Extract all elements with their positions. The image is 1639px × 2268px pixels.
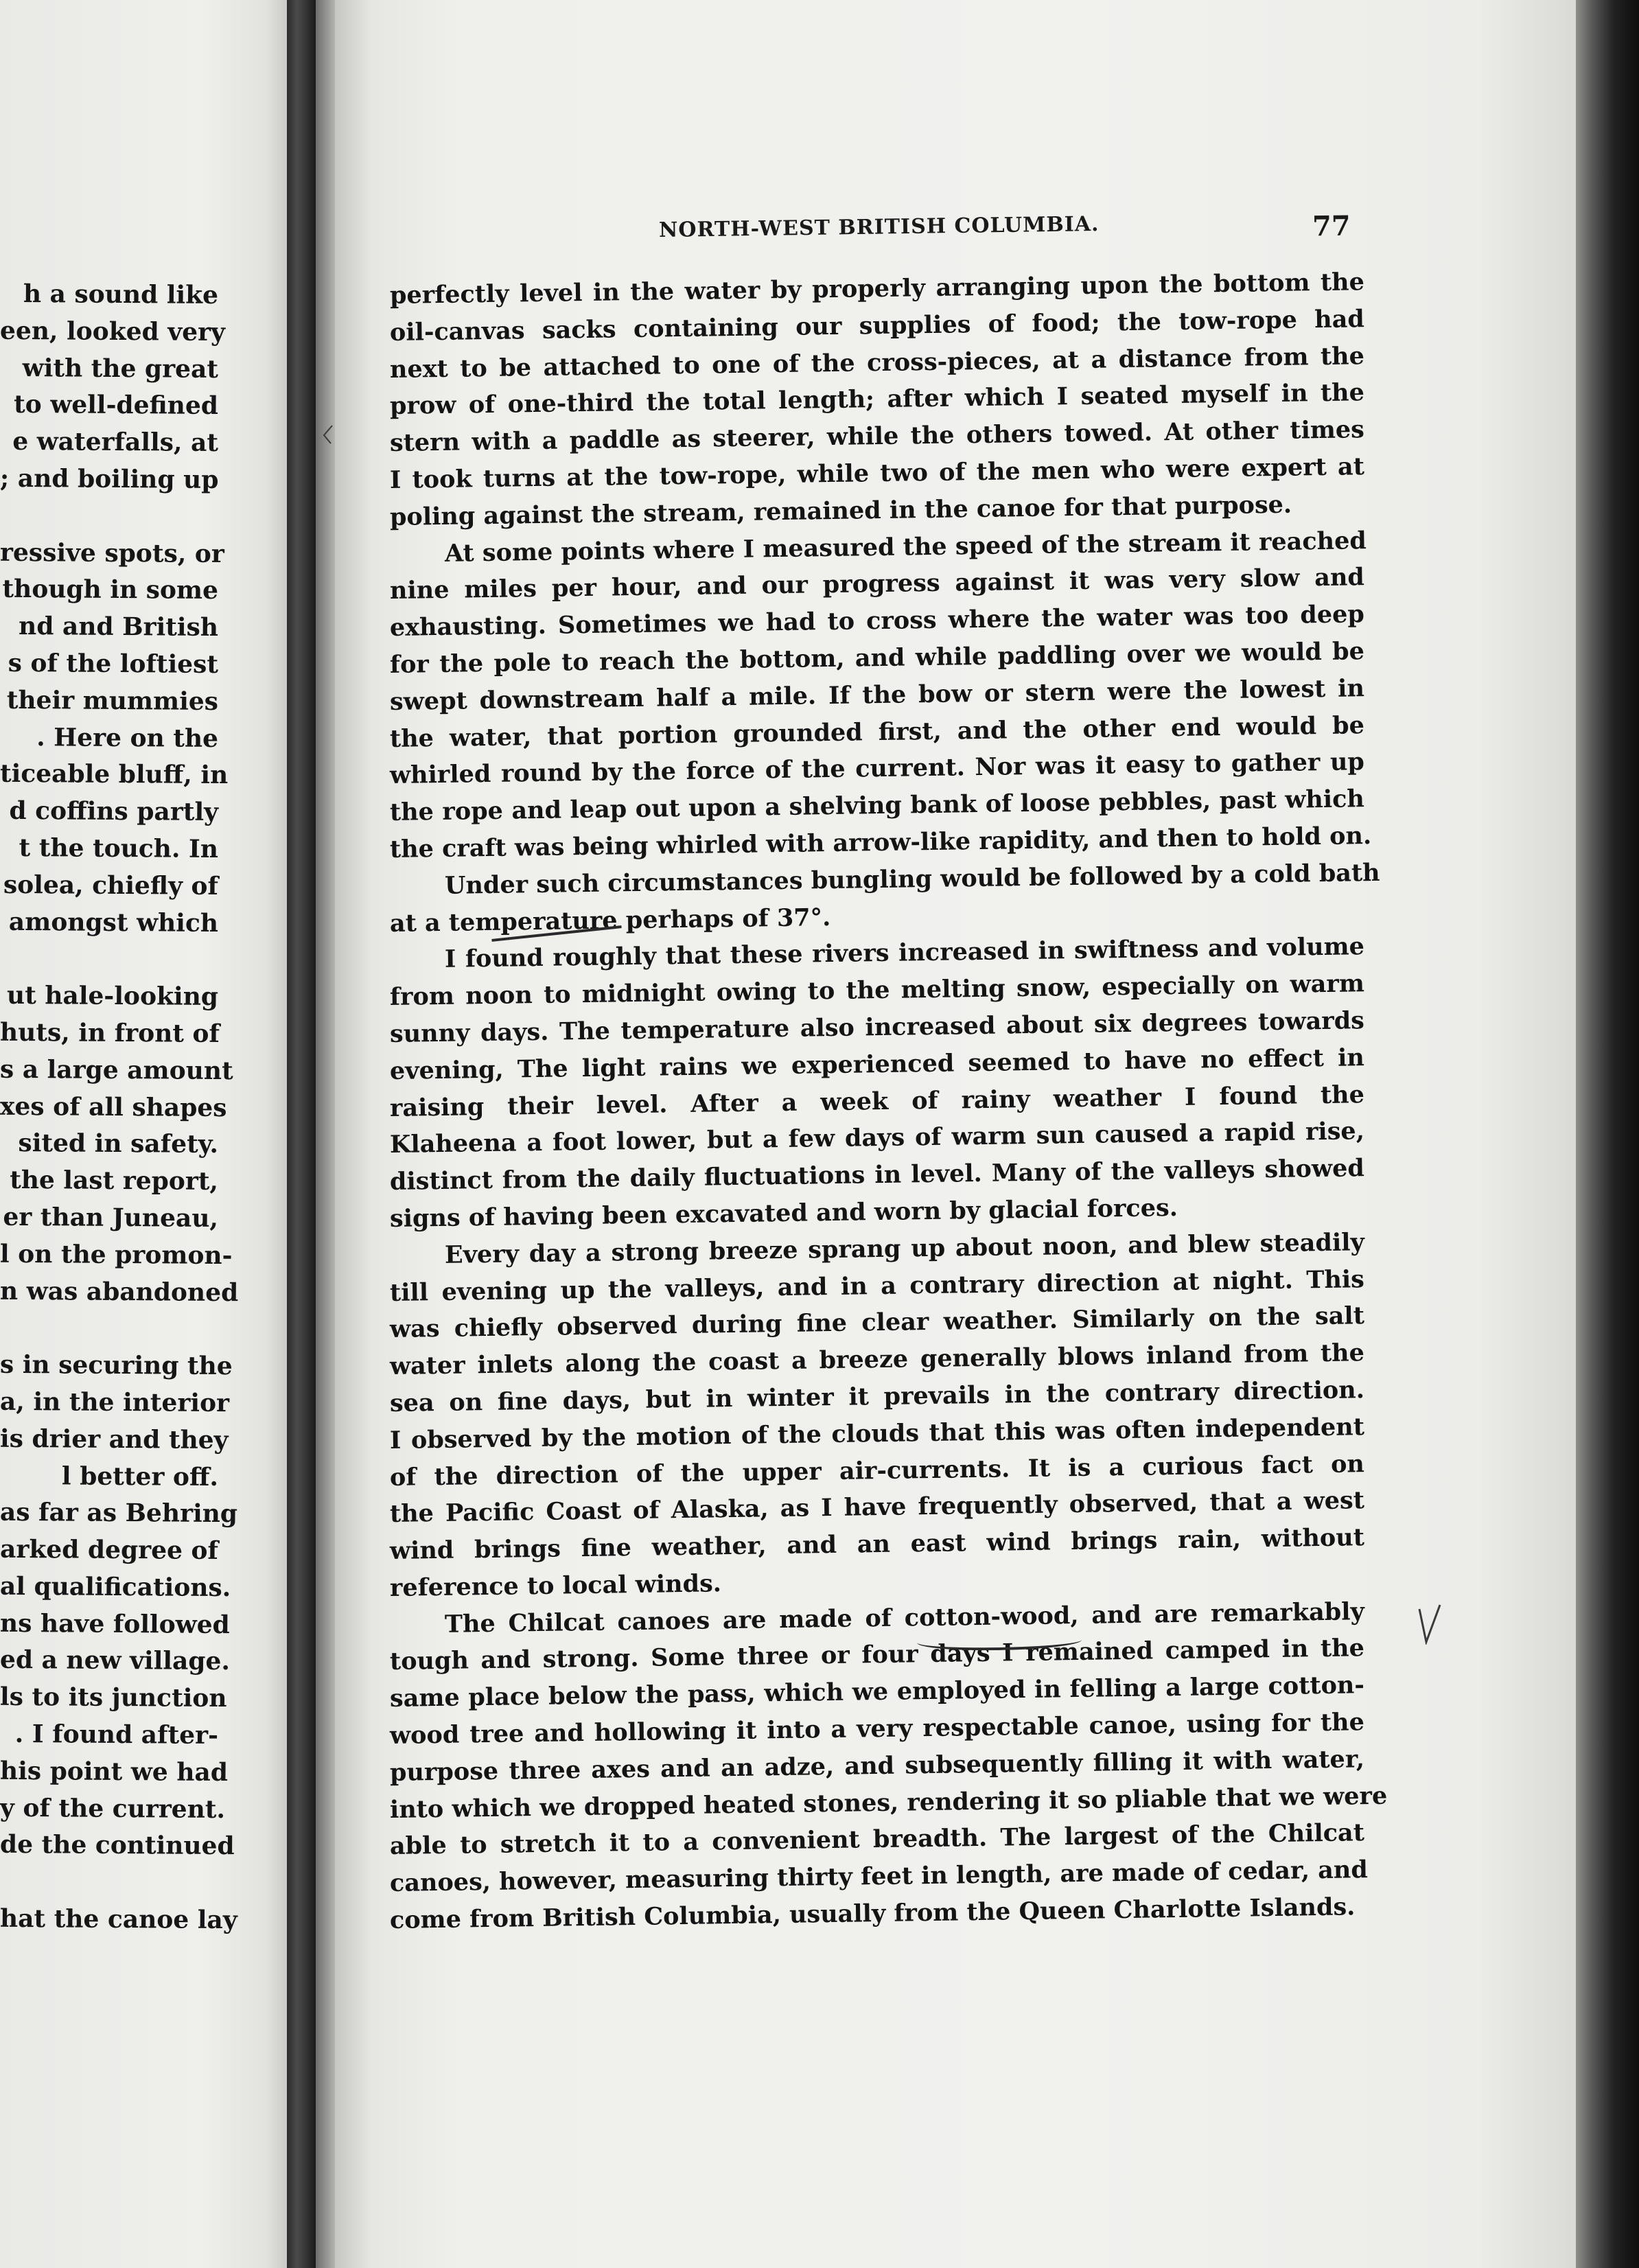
body-line: reference to local winds. [389,1569,722,1602]
page-number: 77 [1312,209,1351,243]
left-page-line: s of the loftiest [8,648,219,679]
left-page-line: to well-defined [13,390,219,421]
left-page-line: is drier and they [0,1424,229,1455]
left-page-line: . Here on the [36,722,219,753]
body-line: till evening up the valleys, and in a contrary direction at night. This [389,1264,1365,1307]
book-gutter [287,0,316,2268]
body-line: wood tree and hollowing it into a very respectable canoe, using for the [389,1708,1365,1750]
body-text-column [389,268,1388,1939]
left-page-line: as far as Behring [0,1498,238,1529]
body-line: tough and strong. Some three or four days I remained camped in the [389,1634,1365,1676]
body-line: Under such circumstances bungling would be followed by a cold bath [444,858,1380,900]
left-page-line: ressive spots, or [0,537,224,568]
body-line: distinct from the daily fluctuations in level. Many of the valleys showed [389,1154,1365,1196]
body-line: canoes, however, measuring thirty feet in length, are made of cedar, and [389,1855,1369,1898]
left-page-line: ut hale-looking [6,980,219,1012]
left-page-line: h a sound like [23,279,219,310]
left-page-line: ticeable bluff, in [0,759,229,790]
left-page-line: ; and boiling up [0,463,219,494]
body-line: evening, The light rains we experienced seemed to have no effect in [389,1043,1365,1085]
body-line: next to be attached to one of the cross-pieces, at a distance from the [389,341,1365,384]
body-line: into which we dropped heated stones, rendering it so pliable that we were [389,1781,1388,1824]
body-line: oil-canvas sacks containing our supplies of food; the tow-rope had [389,304,1365,347]
left-page-line: the last report, [10,1166,219,1196]
body-line: from noon to midnight owing to the melting snow, especially on warm [389,969,1365,1012]
left-page-line: his point we had [0,1756,229,1787]
left-page-line: ed a new village. [0,1645,231,1676]
body-line: purpose three axes and an adze, and subsequently filling it with water, [389,1745,1365,1787]
left-page-line: huts, in front of [0,1017,220,1048]
body-line: water inlets along the coast a breeze generally blows inland from the [389,1339,1365,1381]
body-line: raising their level. After a week of rainy weather I found the [389,1080,1365,1122]
left-page-line: s in securing the [0,1350,233,1381]
body-line: the rope and leap out upon a shelving bank of loose pebbles, past which [389,785,1365,827]
left-page-line: arked degree of [0,1534,219,1566]
left-page-line: xes of all shapes [0,1091,227,1122]
left-page-line: their mummies [6,685,219,716]
left-page-line: a, in the interior [0,1387,230,1418]
left-page-line: ls to its junction [0,1682,227,1713]
left-page-line: t the touch. In [19,833,219,864]
left-page-line: de the continued [0,1830,235,1861]
body-line: Every day a strong breeze sprang up about noon, and blew steadily [444,1227,1365,1269]
left-page-line: hat the canoe lay [0,1903,237,1935]
body-line: poling against the stream, remained in the canoe for that purpose. [389,490,1292,531]
body-line: I found roughly that these rivers increased in swiftness and volume [444,932,1365,974]
body-line: the Pacific Coast of Alaska, as I have frequently observed, that a west [389,1486,1365,1529]
body-line: wind brings fine weather, and an east wind brings rain, without [389,1523,1365,1566]
left-page-line: n was abandoned [0,1276,239,1307]
body-line: I observed by the motion of the clouds that this was often independent [389,1412,1365,1455]
body-line: sunny days. The temperature also increased about six degrees towards [389,1006,1365,1048]
page-edge-shadow [1576,0,1639,2268]
body-line: the water, that portion grounded first, and the other end would be [389,710,1365,753]
body-line: of the direction of the upper air-currents. It is a curious fact on [389,1449,1365,1492]
left-page-text-column [0,277,239,1939]
body-line: for the pole to reach the bottom, and while paddling over we would be [389,637,1365,679]
body-line: whirled round by the force of the current. Nor was it easy to gather up [389,748,1365,790]
body-line: prow of one-third the total length; after which I seated myself in the [389,378,1365,421]
left-page-line: ns have followed [0,1608,230,1639]
body-line: exhausting. Sometimes we had to cross where the water was too deep [389,600,1365,643]
body-line: perfectly level in the water by properly arranging upon the bottom the [389,268,1365,310]
left-page-line: y of the current. [0,1793,226,1824]
left-page-line: nd and British [18,612,219,643]
body-line: swept downstream half a mile. If the bow or stern were the lowest in [389,673,1365,716]
body-line: I took turns at the tow-rope, while two of the men who were expert at [389,452,1365,494]
body-line: signs of having been excavated and worn by glacial forces. [389,1193,1178,1233]
left-page-line: e waterfalls, at [12,427,219,458]
body-line: the craft was being whirled with arrow-like rapidity, and then to hold on. [389,821,1372,864]
left-page-line: s a large amount [0,1054,233,1085]
left-page [0,0,288,2268]
body-line: able to stretch it to a convenient breadth. The largest of the Chilcat [389,1818,1365,1861]
body-line: The Chilcat canoes are made of cotton-wood, and are remarkably [444,1597,1365,1639]
running-header: NORTH-WEST BRITISH COLUMBIA. [658,212,1100,242]
body-line: same place below the pass, which we employed in felling a large cotton- [389,1671,1365,1713]
body-line: was chiefly observed during fine clear weather. Similarly on the salt [389,1301,1365,1344]
left-page-line: al qualifications. [0,1571,231,1603]
body-line: Klaheena a foot lower, but a few days of warm sun caused a rapid rise, [389,1117,1365,1159]
left-page-line: with the great [22,353,219,384]
body-line: At some points where I measured the speed of the stream it reached [444,526,1367,568]
body-line: come from British Columbia, usually from the Queen Charlotte Islands. [389,1893,1356,1935]
left-page-line: though in some [2,575,219,605]
left-page-line: l better off. [61,1461,219,1492]
left-page-line: l on the promon- [0,1239,233,1270]
body-line: sea on fine days, but in winter it prevails in the contrary direction. [389,1376,1365,1418]
body-line: nine miles per hour, and our progress against it was very slow and [389,563,1365,605]
left-page-line: solea, chiefly of [3,870,219,901]
left-page-line: er than Juneau, [3,1202,219,1233]
pencil-check-mark [1418,1604,1441,1645]
pencil-tick-mark [321,424,335,445]
gutter-shadow [316,0,336,2268]
left-page-line: amongst which [8,907,219,938]
left-page-line: . I found after- [14,1720,219,1750]
body-line: stern with a paddle as steerer, while the others towed. At other times [389,415,1365,458]
left-page-line: sited in safety. [18,1129,219,1159]
left-page-line: d coffins partly [9,796,219,827]
body-line: at a temperature perhaps of 37°. [389,903,831,938]
left-page-line: een, looked very [0,316,226,347]
